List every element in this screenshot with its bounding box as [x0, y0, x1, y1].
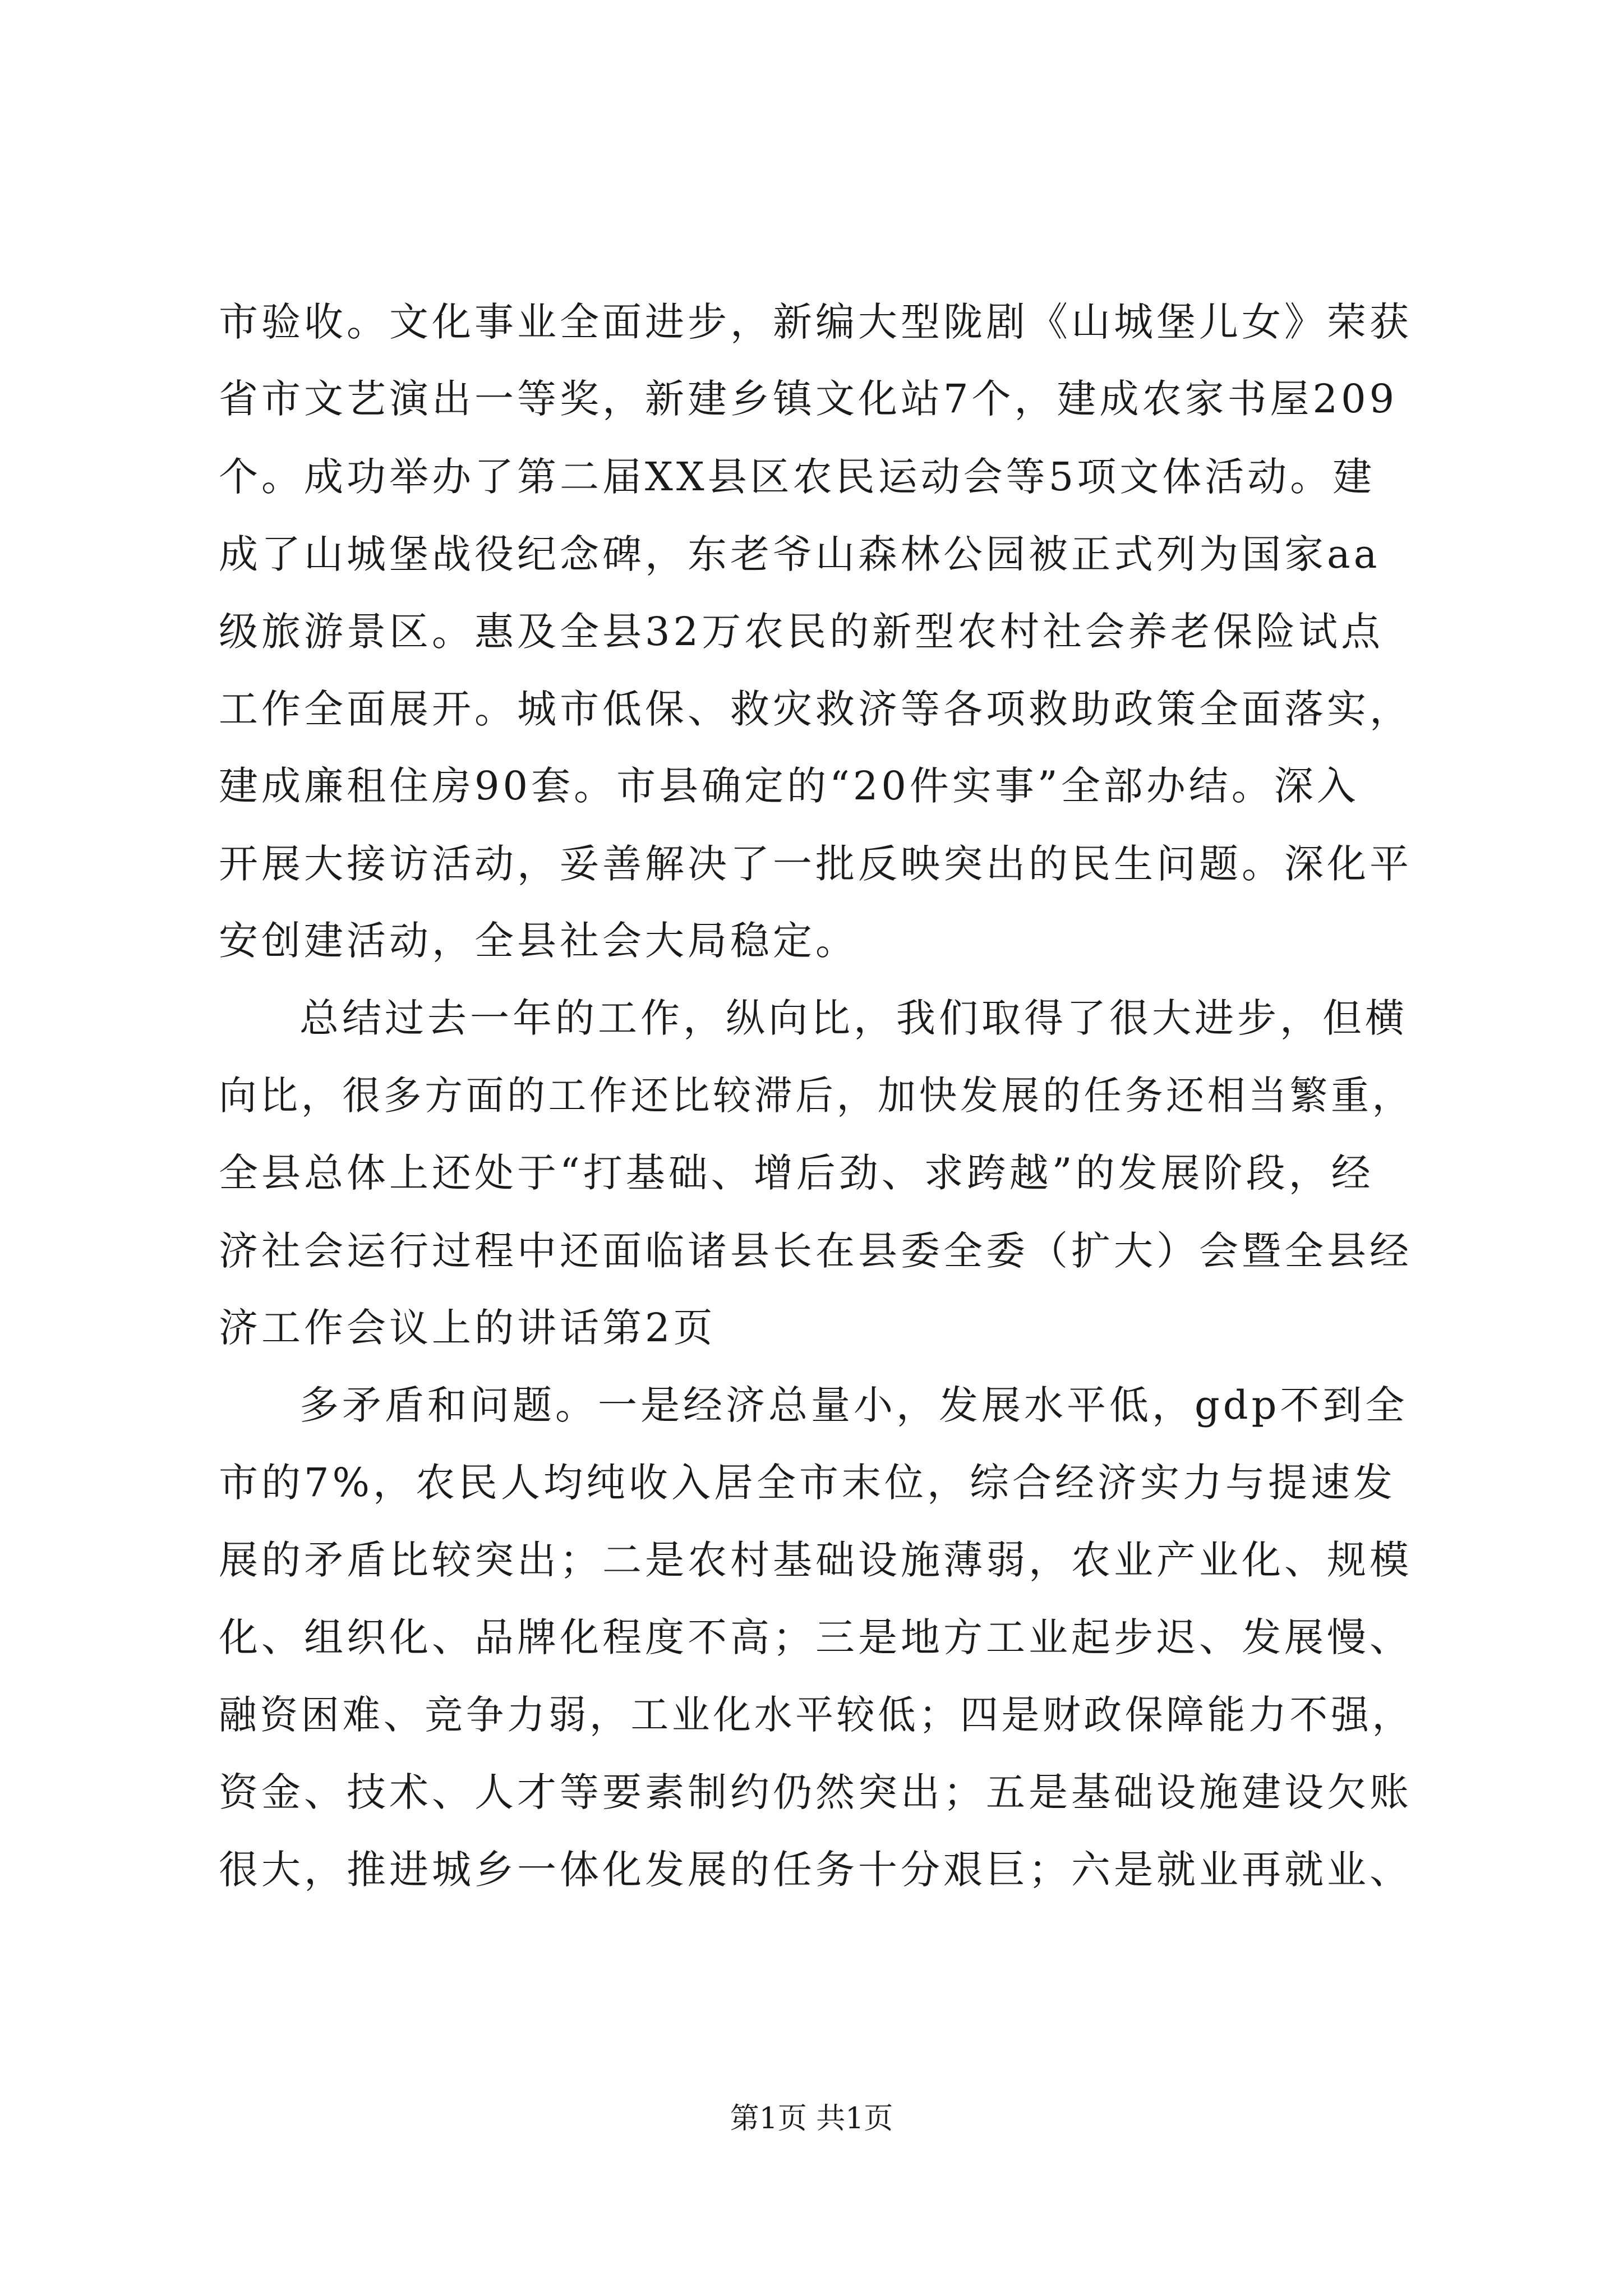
text-line: 工作全面展开。城市低保、救灾救济等各项救助政策全面落实，: [219, 686, 1412, 732]
text-line: 济工作会议上的讲话第2页: [219, 1305, 716, 1351]
text-line: 化、组织化、品牌化程度不高；三是地方工业起步迟、发展慢、: [219, 1614, 1412, 1660]
text-line: 全县总体上还处于“打基础、增后劲、求跨越”的发展阶段，经: [219, 1150, 1374, 1196]
text-line: 市验收。文化事业全面进步，新编大型陇剧《山城堡儿女》荣获: [219, 299, 1412, 345]
page-footer: 第1页 共1页: [730, 2102, 893, 2136]
text-line: 市的7%，农民人均纯收入居全市末位，综合经济实力与提速发: [219, 1460, 1396, 1506]
text-line: 安创建活动，全县社会大局稳定。: [219, 918, 858, 964]
text-line: 展的矛盾比较突出；二是农村基础设施薄弱，农业产业化、规模: [219, 1537, 1412, 1583]
text-line: 级旅游景区。惠及全县32万农民的新型农村社会养老保险试点: [219, 609, 1384, 655]
text-line: 很大，推进城乡一体化发展的任务十分艰巨；六是就业再就业、: [219, 1847, 1412, 1893]
paragraph-first-line: 多矛盾和问题。一是经济总量小，发展水平低，gdp不到全: [299, 1382, 1408, 1428]
text-line: 省市文艺演出一等奖，新建乡镇文化站7个，建成农家书屋209: [219, 376, 1398, 422]
text-line: 开展大接访活动，妥善解决了一批反映突出的民生问题。深化平: [219, 841, 1412, 887]
text-line: 融资困难、竞争力弱，工业化水平较低；四是财政保障能力不强，: [219, 1692, 1413, 1738]
text-line: 济社会运行过程中还面临诸县长在县委全委（扩大）会暨全县经: [219, 1228, 1412, 1274]
text-line: 个。成功举办了第二届XX县区农民运动会等5项文体活动。建: [219, 454, 1376, 500]
text-line: 成了山城堡战役纪念碑，东老爷山森林公园被正式列为国家aa: [219, 531, 1381, 577]
text-line: 资金、技术、人才等要素制约仍然突出；五是基础设施建设欠账: [219, 1769, 1412, 1815]
paragraph-first-line: 总结过去一年的工作，纵向比，我们取得了很大进步，但横: [299, 995, 1408, 1041]
text-line: 建成廉租住房90套。市县确定的“20件实事”全部办结。深入: [219, 763, 1359, 809]
text-line: 向比，很多方面的工作还比较滞后，加快发展的任务还相当繁重，: [219, 1073, 1413, 1119]
